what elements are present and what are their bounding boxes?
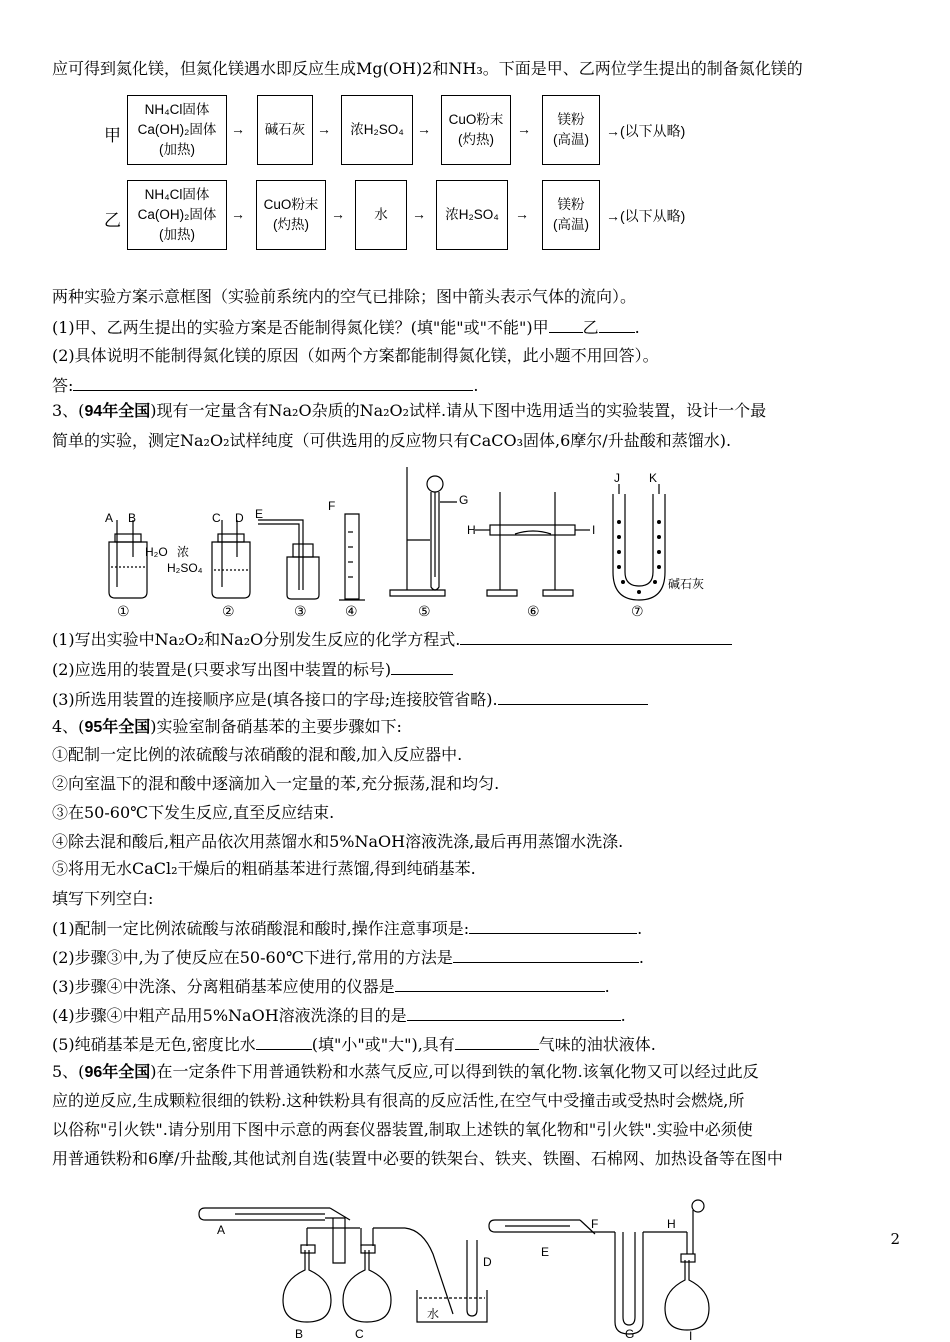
row-label-yi: 乙 bbox=[104, 211, 121, 230]
number-3: ③ bbox=[294, 603, 307, 619]
q3-sub1: (1)写出实验中Na₂O₂和Na₂O分别发生反应的化学方程式. bbox=[52, 628, 732, 651]
answer-blank[interactable] bbox=[498, 688, 648, 705]
label-I: I bbox=[689, 1329, 693, 1342]
label-F: F bbox=[591, 1217, 599, 1231]
flow-box: 水 bbox=[355, 180, 407, 250]
number-4: ④ bbox=[345, 603, 358, 619]
q4-sub1: (1)配制一定比例浓硫酸与浓硝酸混和酸时,操作注意事项是: . bbox=[52, 919, 643, 938]
number-5: ⑤ bbox=[418, 603, 431, 619]
flow-box: CuO粉末 (灼热) bbox=[441, 95, 511, 165]
arrow-icon: → bbox=[331, 206, 345, 222]
page-number: 2 bbox=[890, 1230, 900, 1248]
label-A: A bbox=[105, 511, 114, 525]
reagent-h2so4: H₂SO₄ bbox=[167, 561, 203, 575]
flow-box: 碱石灰 bbox=[257, 95, 313, 165]
q2-caption: 两种实验方案示意框图（实验前系统内的空气已排除；图中箭头表示气体的流向）。 bbox=[52, 287, 637, 306]
q4-title: 4、(95年全国)实验室制备硝基苯的主要步骤如下: bbox=[52, 717, 402, 736]
arrow-icon: → bbox=[231, 206, 245, 222]
reagent-water: H₂O bbox=[145, 545, 168, 559]
q3-sub3: (3)所选用装置的连接顺序应是(填各接口的字母;连接胶管省略). bbox=[52, 688, 648, 711]
arrow-icon: → bbox=[517, 121, 531, 137]
label-C: C bbox=[212, 511, 221, 525]
flow-box: CuO粉末 (灼热) bbox=[256, 180, 326, 250]
q4-step: ①配制一定比例的浓硫酸与浓硝酸的混和酸,加入反应器中. bbox=[52, 745, 463, 764]
answer-blank[interactable] bbox=[469, 917, 637, 934]
arrow-icon: → bbox=[231, 121, 245, 137]
q5-line2: 应的逆反应,生成颗粒很细的铁粉.这种铁粉具有很高的反应活性,在空气中受撞击或受热时会燃烧,所 bbox=[52, 1091, 745, 1110]
answer-blank[interactable] bbox=[256, 1033, 312, 1050]
q4-sub4: (4)步骤④中粗产品用5%NaOH溶液洗涤的目的是 . bbox=[52, 1006, 626, 1025]
reagent-soda-lime: 碱石灰 bbox=[668, 577, 705, 591]
arrow-icon: → bbox=[317, 121, 331, 137]
label-K: K bbox=[649, 471, 658, 485]
label-E: E bbox=[255, 507, 264, 521]
q5-apparatus-figure bbox=[195, 1190, 735, 1342]
q2-sub1: (1)甲、乙两生提出的实验方案是否能制得氮化镁？(填"能"或"不能")甲 乙 . bbox=[52, 318, 640, 337]
q4-step: ③在50-60℃下发生反应,直至反应结束. bbox=[52, 803, 335, 822]
answer-blank[interactable] bbox=[549, 316, 583, 333]
label-C: C bbox=[355, 1327, 364, 1341]
number-7: ⑦ bbox=[631, 603, 644, 619]
row-label-jia: 甲 bbox=[104, 126, 121, 145]
label-H: H bbox=[467, 523, 476, 537]
answer-blank[interactable] bbox=[395, 975, 605, 992]
q4-step: ④除去混和酸后,粗产品依次用蒸馏水和5%NaOH溶液洗涤,最后再用蒸馏水洗涤. bbox=[52, 832, 624, 851]
answer-blank[interactable] bbox=[455, 1033, 539, 1050]
q5-line3: 以俗称"引火铁".请分别用下图中示意的两套仪器装置,制取上述铁的氧化物和"引火铁".实验中必须使 bbox=[52, 1120, 753, 1139]
q2-sub2: (2)具体说明不能制得氮化镁的原因（如两个方案都能制得氮化镁，此小题不用回答）。 bbox=[52, 346, 659, 365]
flow-box: 镁粉 (高温) bbox=[542, 180, 600, 250]
number-6: ⑥ bbox=[527, 603, 540, 619]
label-F: F bbox=[328, 499, 336, 513]
number-1: ① bbox=[117, 603, 130, 619]
reagent-conc: 浓 bbox=[177, 545, 190, 559]
q3-line1: 3、(94年全国)现有一定量含有Na₂O杂质的Na₂O₂试样.请从下图中选用适当的实验装置，设计一个最 bbox=[52, 401, 767, 420]
q5-line1: 5、(96年全国)在一定条件下用普通铁粉和水蒸气反应,可以得到铁的氧化物.该氧化物又可以经过此反 bbox=[52, 1062, 759, 1081]
flow-tail: →(以下从略) bbox=[606, 123, 686, 139]
label-D: D bbox=[483, 1255, 492, 1269]
label-A: A bbox=[217, 1223, 226, 1237]
label-G: G bbox=[459, 493, 469, 507]
flow-diagram bbox=[0, 0, 950, 270]
arrow-icon: → bbox=[412, 206, 426, 222]
answer-blank[interactable] bbox=[453, 946, 639, 963]
label-I: I bbox=[592, 523, 596, 537]
label-B: B bbox=[128, 511, 137, 525]
answer-blank[interactable] bbox=[391, 658, 453, 675]
answer-blank[interactable] bbox=[460, 628, 732, 645]
flow-box: 浓H₂SO₄ bbox=[341, 95, 413, 165]
q4-fill: 填写下列空白: bbox=[52, 889, 154, 908]
arrow-icon: → bbox=[417, 121, 431, 137]
flow-tail: →(以下从略) bbox=[606, 208, 686, 224]
label-H: H bbox=[667, 1217, 676, 1231]
label-E: E bbox=[541, 1245, 550, 1259]
q3-apparatus-figure bbox=[95, 462, 735, 622]
flow-box: NH₄Cl固体 Ca(OH)₂固体 (加热) bbox=[127, 180, 227, 250]
arrow-icon: → bbox=[515, 206, 529, 222]
flow-box: NH₄Cl固体 Ca(OH)₂固体 (加热) bbox=[127, 95, 227, 165]
label-G: G bbox=[625, 1327, 635, 1341]
q5-line4: 用普通铁粉和6摩/升盐酸,其他试剂自选(装置中必要的铁架台、铁夹、铁圈、石棉网、加热设备等在图中 bbox=[52, 1149, 783, 1168]
q2-answer: 答: . bbox=[52, 376, 479, 395]
label-J: J bbox=[614, 471, 620, 485]
number-2: ② bbox=[222, 603, 235, 619]
water-label: 水 bbox=[427, 1307, 440, 1321]
q4-sub5: (5)纯硝基苯是无色,密度比水 (填"小"或"大"),具有 气味的油状液体. bbox=[52, 1035, 656, 1054]
label-D: D bbox=[235, 511, 244, 525]
q3-line2: 简单的实验，测定Na₂O₂试样纯度（可供选用的反应物只有CaCO₃固体,6摩尔/升盐酸和蒸馏水). bbox=[52, 431, 732, 450]
q4-sub2: (2)步骤③中,为了使反应在50-60℃下进行,常用的方法是 . bbox=[52, 948, 644, 967]
q3-sub2: (2)应选用的装置是(只要求写出图中装置的标号) bbox=[52, 658, 453, 681]
q4-sub3: (3)步骤④中洗涤、分离粗硝基苯应使用的仪器是 . bbox=[52, 977, 610, 996]
answer-blank[interactable] bbox=[599, 316, 635, 333]
q4-step: ⑤将用无水CaCl₂干燥后的粗硝基苯进行蒸馏,得到纯硝基苯. bbox=[52, 859, 476, 878]
q4-step: ②向室温下的混和酸中逐滴加入一定量的苯,充分振荡,混和均匀. bbox=[52, 774, 500, 793]
answer-blank[interactable] bbox=[407, 1004, 621, 1021]
label-B: B bbox=[295, 1327, 304, 1341]
flow-box: 浓H₂SO₄ bbox=[436, 180, 508, 250]
flow-box: 镁粉 (高温) bbox=[542, 95, 600, 165]
answer-blank[interactable] bbox=[73, 374, 473, 391]
intro-text: 应可得到氮化镁，但氮化镁遇水即反应生成Mg(OH)2和NH₃。下面是甲、乙两位学生提出的制备氮化镁的 bbox=[52, 59, 803, 78]
